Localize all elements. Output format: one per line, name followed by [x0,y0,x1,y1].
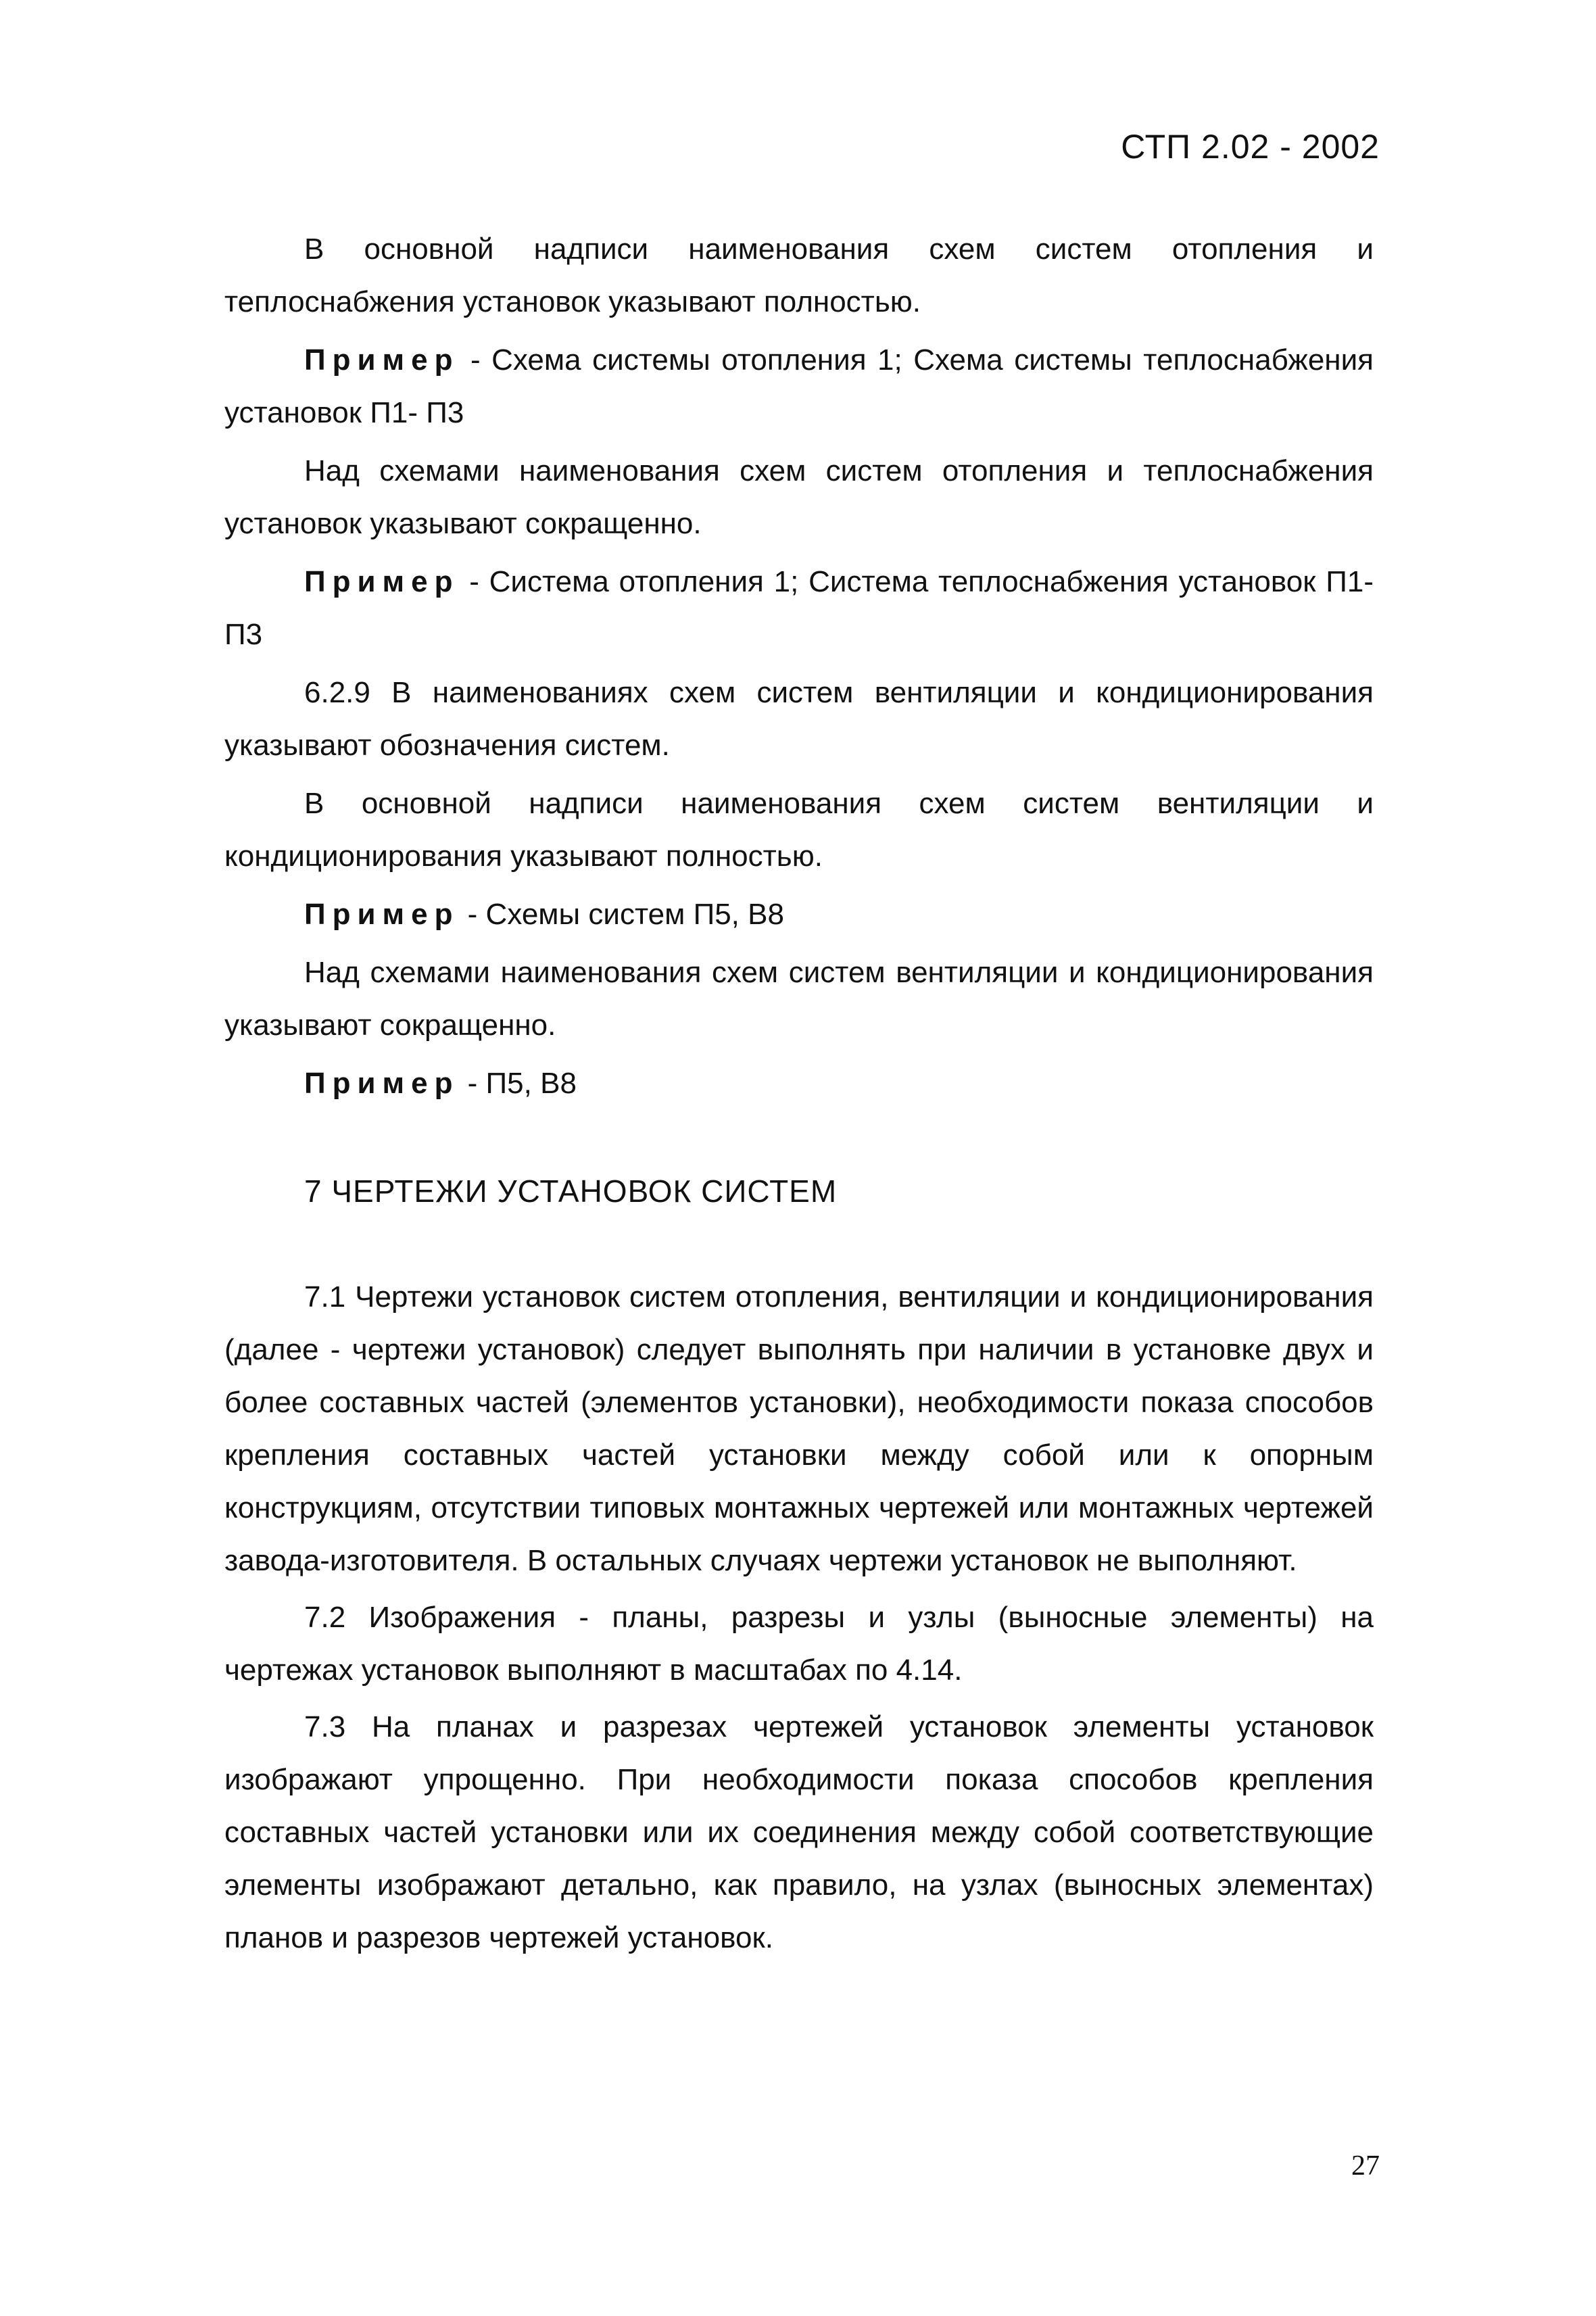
section-6-text [224,223,1374,1110]
clause-7-3: 7.3 На планах и разрезах чертежей установок элементы установок изображают упрощенно. При необходимости показа способов крепления составных частей установки или их соединения между собой соответствующие элементы изображают детально, как правило, на узлах (выносных элементах) планов и разрезов чертежей установок. [224,1710,1374,1954]
clause-7-1: 7.1 Чертежи установок систем отопления, вентиляции и кондиционирования (далее - чертежи установок) следует выполнять при наличии в установке двух и более составных частей (элементов установки), необходимости показа способов крепления составных частей установки между собой или к опорным конструкциям, отсутствии типовых монтажных чертежей или монтажных чертежей завода-изготовителя. В остальных случаях чертежи установок не выполняют. [224,1280,1374,1577]
example-text: - П5, В8 [459,1067,577,1100]
section-7-heading: 7 ЧЕРТЕЖИ УСТАНОВОК СИСТЕМ [304,1174,838,1209]
example-label: Пример [304,898,460,931]
example-paragraph [224,556,1374,661]
example-paragraph [224,334,1374,439]
section-7-text [224,1271,1374,1964]
clause-6-2-9: 6.2.9 В наименованиях схем систем вентиляции и кондиционирования указывают обозначения систем. [224,676,1374,762]
paragraph: В основной надписи наименования схем систем отопления и теплоснабжения установок указывают полностью. [224,233,1374,318]
paragraph: В основной надписи наименования схем систем вентиляции и кондиционирования указывают полностью. [224,787,1374,873]
example-paragraph [224,888,1374,941]
example-label: Пример [304,1067,460,1100]
example-paragraph [224,1057,1374,1110]
paragraph: Над схемами наименования схем систем отопления и теплоснабжения установок указывают сокращенно. [224,454,1374,540]
example-text: - Схемы систем П5, В8 [459,898,784,931]
paragraph: Над схемами наименования схем систем вентиляции и кондиционирования указывают сокращенно. [224,956,1374,1042]
example-text: - Система отопления 1; Система теплоснабжения установок П1- П3 [224,565,1374,651]
example-label: Пример [304,565,460,598]
clause-7-2: 7.2 Изображения - планы, разрезы и узлы (выносные элементы) на чертежах установок выполняют в масштабах по 4.14. [224,1601,1374,1687]
example-text: - Схема системы отопления 1; Схема системы теплоснабжения установок П1- П3 [224,343,1374,429]
example-label: Пример [304,343,460,377]
document-code: СТП 2.02 - 2002 [1121,128,1380,166]
page-number: 27 [1351,2150,1380,2181]
